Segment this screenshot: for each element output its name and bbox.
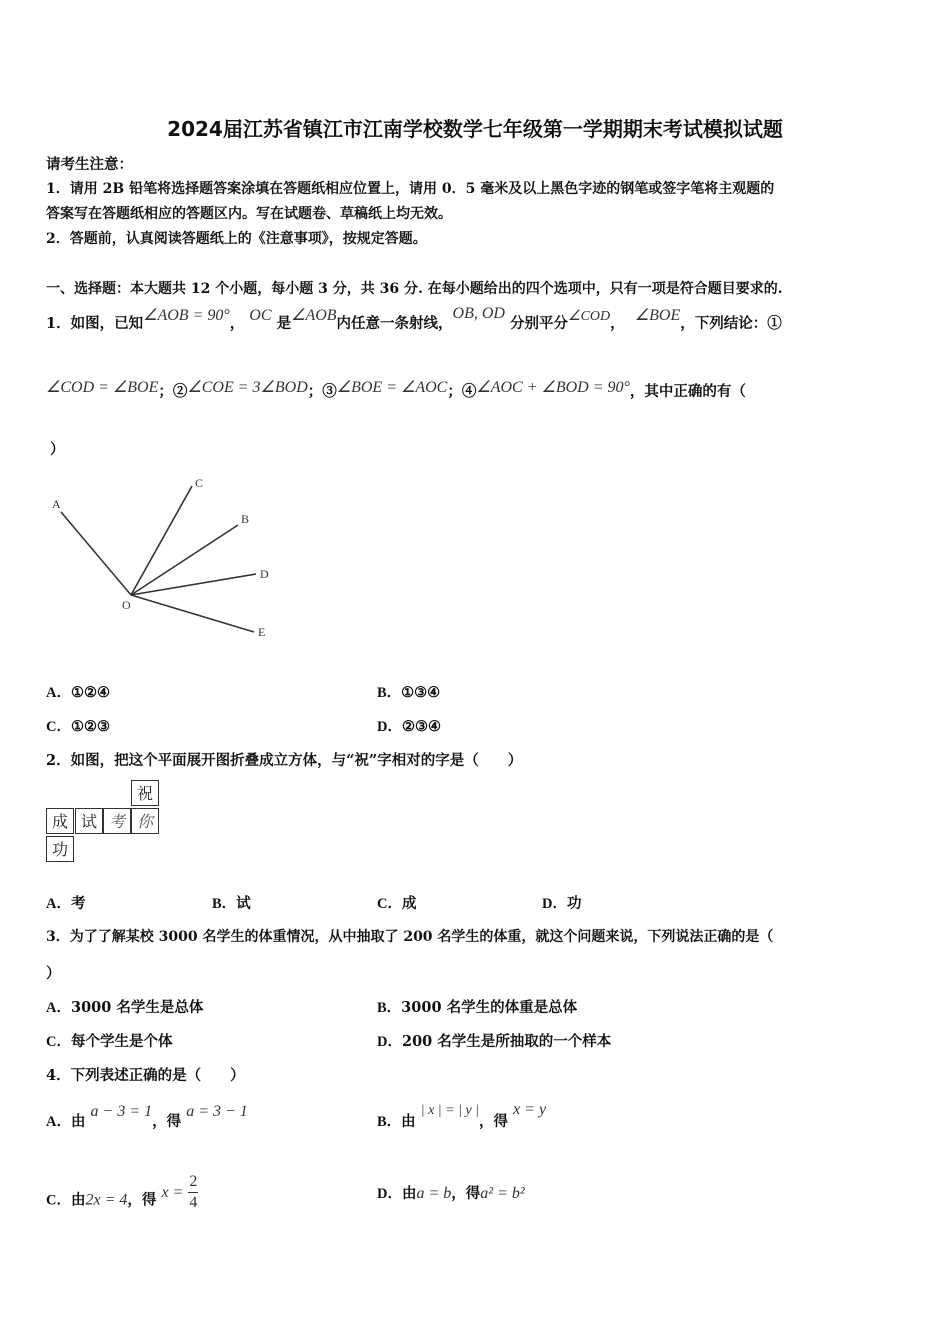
net-cell: 成	[46, 808, 74, 834]
q1-option-b[interactable]: B．①③④	[377, 684, 441, 701]
q1-math-boe: ∠BOE	[634, 307, 681, 324]
q1-text: 分别平分	[510, 315, 569, 332]
label-d: D	[260, 567, 269, 581]
q4b-math-given: | x | = | y |	[420, 1103, 480, 1118]
q3-stem: 3．为了了解某校 3000 名学生的体重情况，从中抽取了 200 名学生的体重，就这个问题来说，下列说法正确的是（	[46, 929, 774, 945]
notice-heading: 请考生注意：	[46, 156, 133, 173]
q2-cube-net	[46, 780, 162, 866]
ray-ob	[131, 525, 238, 595]
q3-option-c[interactable]: C．每个学生是个体	[46, 1033, 173, 1050]
q4-option-a[interactable]: A．由 a − 3 = 1，得 a = 3 − 1	[46, 1103, 248, 1130]
q4a-math-given: a − 3 = 1	[90, 1103, 153, 1120]
q4-option-b[interactable]: B．由 | x | = | y |，得 x = y	[377, 1101, 547, 1130]
q1-close-paren: ）	[50, 441, 65, 458]
q1-math-aob90: ∠AOB = 90°	[143, 307, 230, 324]
q1-statement-4: ∠AOC + ∠BOD = 90°	[476, 379, 630, 396]
q1-angle-figure	[44, 472, 284, 647]
q3-option-d[interactable]: D．200 名学生是所抽取的一个样本	[377, 1033, 612, 1050]
net-cell: 考	[103, 808, 131, 834]
ray-oa	[61, 512, 131, 595]
q4a-math-result: a = 3 − 1	[186, 1103, 248, 1120]
q1-stem-line-1	[46, 305, 782, 333]
q4d-math-given: a = b	[416, 1185, 452, 1202]
page-title: 2024届江苏省镇江市江南学校数学七年级第一学期期末考试模拟试题	[167, 117, 783, 141]
q1-option-d[interactable]: D．②③④	[377, 718, 441, 735]
q2-option-b[interactable]: B．试	[212, 895, 251, 912]
section-heading: 一、选择题：本大题共 12 个小题，每小题 3 分，共 36 分. 在每小题给出的四个选项中，只有一项是符合题目要求的.	[46, 281, 783, 297]
ray-oe	[131, 595, 254, 632]
q1-stem-line-2	[46, 380, 746, 401]
q4c-math-given: 2x = 4	[85, 1191, 128, 1209]
ray-oc	[131, 486, 192, 595]
q1-text: 是	[276, 315, 292, 332]
label-o: O	[122, 598, 131, 612]
q4-option-c[interactable]: C．由2x = 4，得 x = $\frac{2}{4}$	[46, 1173, 198, 1211]
notice-line-2: 2．答题前，认真阅读答题纸上的《注意事项》，按规定答题。	[46, 231, 427, 247]
q1-sep: ；③	[307, 383, 337, 400]
q1-text: ，	[229, 315, 245, 332]
q1-statement-1: ∠COD = ∠BOE	[46, 379, 159, 396]
q2-stem: 2．如图，把这个平面展开图折叠成立方体，与“祝”字相对的字是（ ）	[46, 752, 523, 769]
q1-statement-3: ∠BOE = ∠AOC	[336, 379, 448, 396]
q3-option-a[interactable]: A．3000 名学生是总体	[46, 999, 204, 1016]
q1-math-oc: OC	[249, 307, 272, 324]
q3-close-paren: ）	[46, 965, 61, 982]
q2-option-d[interactable]: D．功	[542, 895, 582, 912]
q1-option-c[interactable]: C．①②③	[46, 718, 110, 735]
q2-option-a[interactable]: A．考	[46, 895, 86, 912]
net-cell: 功	[46, 836, 74, 862]
q1-sep: ，其中正确的有（	[629, 383, 746, 400]
q2-option-c[interactable]: C．成	[377, 895, 417, 912]
label-c: C	[195, 476, 204, 490]
q4-stem: 4．下列表述正确的是（ ）	[46, 1067, 245, 1084]
q1-math-aob: ∠AOB	[291, 307, 337, 324]
q1-text: ，	[610, 315, 625, 332]
q1-text: 内任意一条射线，	[336, 315, 453, 332]
q4d-math-result: a² = b²	[480, 1185, 525, 1202]
net-cell: 你	[131, 808, 159, 834]
net-cell: 祝	[131, 780, 159, 806]
notice-line-1b: 答案写在答题纸相应的答题区内。写在试题卷、草稿纸上均无效。	[46, 206, 452, 222]
label-b: B	[241, 512, 250, 526]
notice-line-1a: 1．请用 2B 铅笔将选择题答案涂填在答题纸相应位置上，请用 0．5 毫米及以上黑色字迹的钢笔或签字笔将主观题的	[46, 181, 775, 197]
label-a: A	[52, 497, 61, 511]
q1-option-a[interactable]: A．①②④	[46, 684, 110, 701]
q1-text: 1．如图，已知	[46, 315, 144, 332]
q1-math-cod: ∠COD	[568, 309, 611, 324]
q4c-fraction: $\frac{2}{4}$	[189, 1173, 198, 1211]
q1-math-ob-od: OB, OD	[452, 305, 505, 322]
q1-statement-2: ∠COE = 3∠BOD	[187, 379, 308, 396]
net-cell: 试	[75, 808, 103, 834]
q4-option-d[interactable]: D．由a = b，得a² = b²	[377, 1185, 525, 1202]
q1-sep: ；④	[447, 383, 477, 400]
q1-text: ，下列结论：①	[680, 315, 782, 332]
q4c-math-result: x =	[161, 1183, 184, 1201]
label-e: E	[258, 625, 266, 639]
q4b-math-result: x = y	[513, 1101, 547, 1118]
q1-sep: ；②	[158, 383, 188, 400]
ray-od	[131, 574, 256, 595]
q3-option-b[interactable]: B．3000 名学生的体重是总体	[377, 999, 578, 1016]
